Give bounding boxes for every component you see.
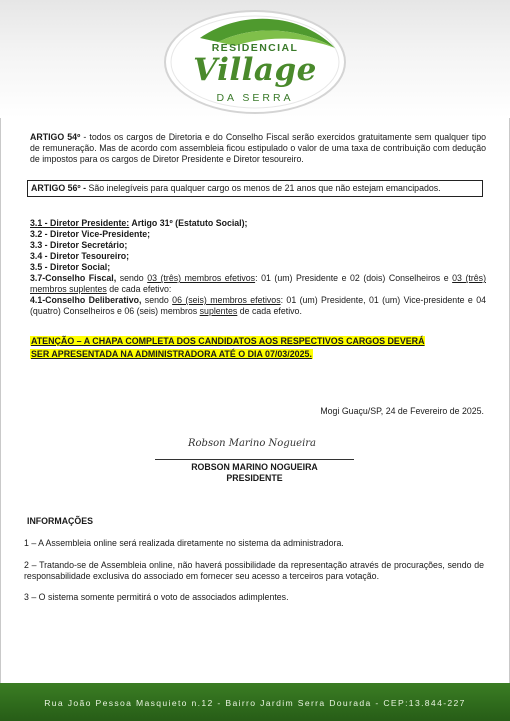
footer-band [0, 683, 510, 721]
informacoes-title: INFORMAÇÕES [27, 516, 93, 526]
info-item-1: 1 – A Assembleia online será realizada diretamente no sistema da administradora. [24, 538, 344, 548]
logo-line-village: Village [193, 52, 317, 88]
atencao-line-1: ATENÇÃO – A CHAPA COMPLETA DOS CANDIDATOS AOS RESPECTIVOS CARGOS DEVERÁ [31, 336, 425, 346]
residencial-village-logo [160, 4, 350, 114]
atencao-line-2: SER APRESENTADA NA ADMINISTRADORA ATÉ O DIA 07/03/2025. [31, 348, 312, 359]
document-date: Mogi Guaçu/SP, 24 de Fevereiro de 2025. [320, 406, 484, 416]
artigo-54-text: - todos os cargos de Diretoria e do Conselho Fiscal serão exercidos gratuitamente sem qualquer tipo de remuneração. Mas de acordo com assembleia ficou estipulado o valor de uma taxa de contribuição com dedução de impostos para os cargos de Diretor Presidente e Diretor tesoureiro. [30, 132, 487, 164]
artigo-56-text: São inelegíveis para qualquer cargo os menos de 21 anos que não estejam emancipados. [86, 183, 441, 193]
handwritten-signature: Robson Marino Nogueira [188, 438, 317, 449]
cargo-3-5: 3.5 - Diretor Social; [30, 262, 111, 272]
cargos-list [30, 218, 486, 317]
cargo-3-2: 3.2 - Diretor Vice-Presidente; [30, 229, 151, 239]
logo-line-residencial: RESIDENCIAL [211, 42, 299, 54]
info-item-3: 3 – O sistema somente permitirá o voto de associados adimplentes. [24, 592, 289, 602]
cargo-3-1: 3.1 - Diretor Presidente: Artigo 31º (Estatuto Social); [30, 218, 248, 228]
logo-line-da-serra: DA SERRA [216, 92, 294, 104]
artigo-54-label: ARTIGO 54º [30, 132, 81, 142]
info-item-2: 2 – Tratando-se de Assembleia online, não haverá possibilidade da representação através de procurações, sendo de responsabilidade exclusiva do associado em fornecer seu acesso a terceiros para votação. [24, 560, 484, 581]
atencao-notice [30, 335, 486, 360]
footer-address: Rua João Pessoa Masquieto n.12 - Bairro Jardim Serra Dourada - CEP:13.844-227 [44, 698, 466, 708]
signature-line [155, 459, 354, 460]
artigo-56-box [27, 180, 483, 197]
cargo-3-7-conselho-fiscal: 3.7-Conselho Fiscal, sendo 03 (três) membros efetivos: 01 (um) Presidente e 02 (dois) Conselheiros e 03 (três) membros suplentes de cada efetivo: [30, 273, 486, 294]
signatory-name: ROBSON MARINO NOGUEIRA [191, 462, 318, 472]
artigo-54 [30, 132, 486, 165]
cargo-3-4: 3.4 - Diretor Tesoureiro; [30, 251, 130, 261]
signatory-role: PRESIDENTE [226, 473, 283, 483]
cargo-4-1-conselho-deliberativo: 4.1-Conselho Deliberativo, sendo 06 (seis) membros efetivos: 01 (um) Presidente, 01 (um) Vice-presidente e 04 (quatro) Conselheiros e 06 (seis) membros suplentes de cada efetivo. [30, 295, 486, 316]
cargo-3-3: 3.3 - Diretor Secretário; [30, 240, 128, 250]
artigo-56-label: ARTIGO 56º - [31, 183, 87, 193]
